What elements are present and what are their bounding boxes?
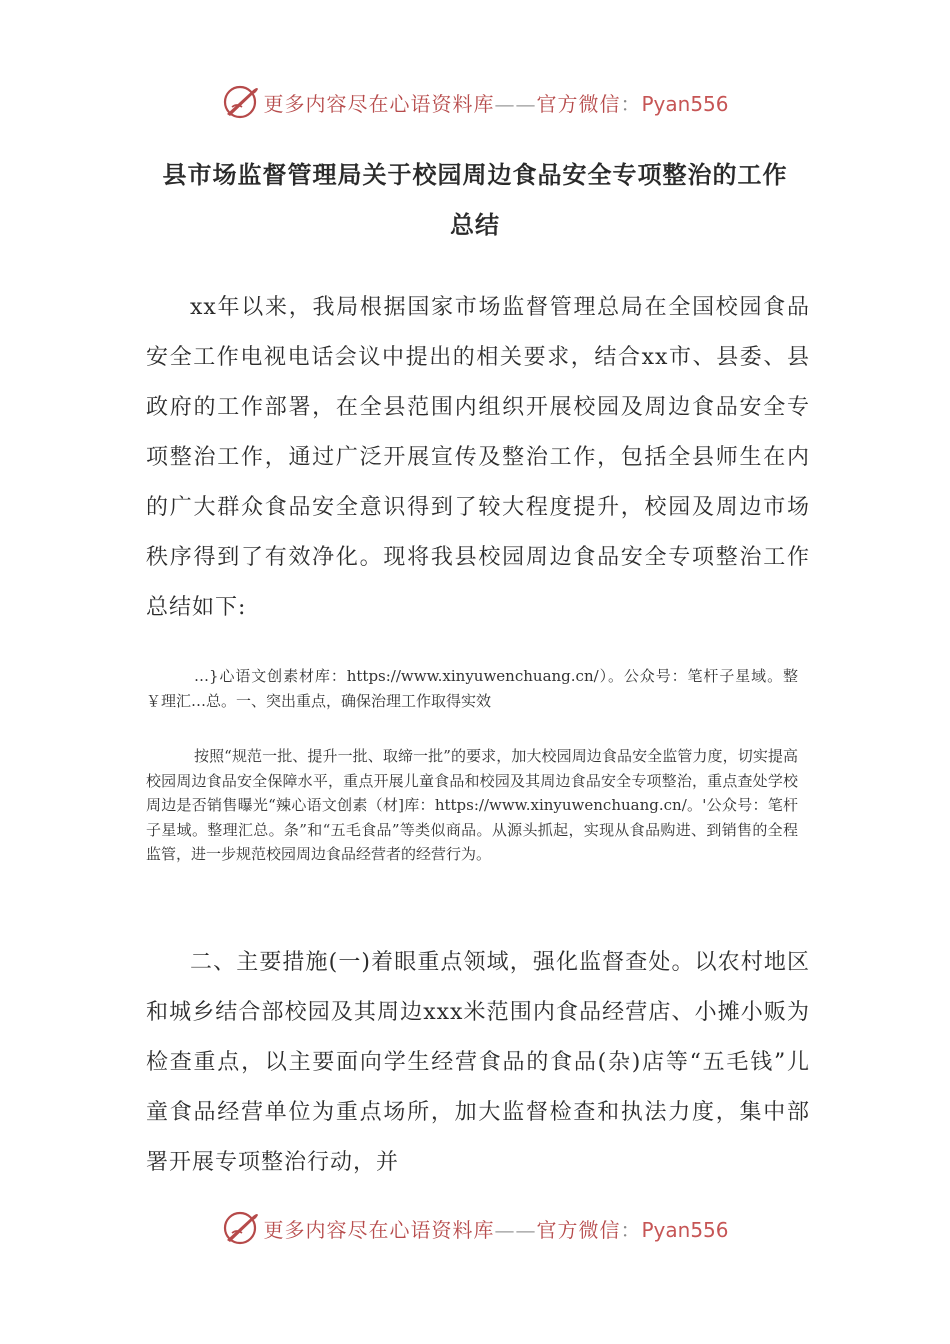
header-watermark-banner	[0, 82, 950, 122]
quill-logo-icon	[221, 83, 259, 121]
measures-paragraph: 二、主要措施(一)着眼重点领域，强化监督查处。以农村地区和城乡结合部校园及其周边xxx米范围内食品经营店、小摊小贩为检查重点，以主要面向学生经营食品的食品(杂)店等“五毛钱”儿童食品经营单位为重点场所，加大监督检查和执法力度，集中部署开展专项整治行动，并	[146, 950, 810, 1175]
title-line-2: 总结	[450, 211, 500, 239]
section-one-paragraph: …}心语文创素材库：https://www.xinyuwenchuang.cn/）。公众号：笔杆子星域。整￥理汇…总。一、突出重点，确保治理工作取得实效	[146, 667, 798, 710]
wechat-id: Pyan556	[641, 91, 729, 116]
title-line-1: 县市场监督管理局关于校园周边食品安全专项整治的工作	[162, 161, 788, 189]
intro-paragraph: xx年以来，我局根据国家市场监督管理总局在全国校园食品安全工作电视电话会议中提出的相关要求，结合xx市、县委、县政府的工作部署，在全县范围内组织开展校园及周边食品安全专项整治工作，通过广泛开展宣传及整治工作，包括全县师生在内的广大群众食品安全意识得到了较大程度提升，校园及周边市场秩序得到了有效净化。现将我县校园周边食品安全专项整治工作总结如下:	[146, 295, 810, 620]
wechat-id: Pyan556	[641, 1217, 729, 1242]
document-title	[140, 150, 810, 250]
quill-logo-icon	[221, 1209, 259, 1247]
watermark-text: 更多内容尽在心语资料库——官方微信：Pyan556	[263, 91, 729, 116]
watermark-text: 更多内容尽在心语资料库——官方微信：Pyan556	[263, 1217, 729, 1242]
section-one-body-paragraph: 按照“规范一批、提升一批、取缔一批”的要求，加大校园周边食品安全监管力度，切实提高校园周边食品安全保障水平，重点开展儿童食品和校园及其周边食品安全专项整治，重点查处学校周边是否销售曝光“辣心语文创素（材]库：https://www.xinyuwenchuang.cn/。'公众号：笔杆子星域。整理汇总。条”和“五毛食品”等类似商品。从源头抓起，实现从食品购进、到销售的全程监管，进一步规范校园周边食品经营者的经营行为。	[146, 747, 798, 863]
footer-watermark-banner	[0, 1208, 950, 1248]
